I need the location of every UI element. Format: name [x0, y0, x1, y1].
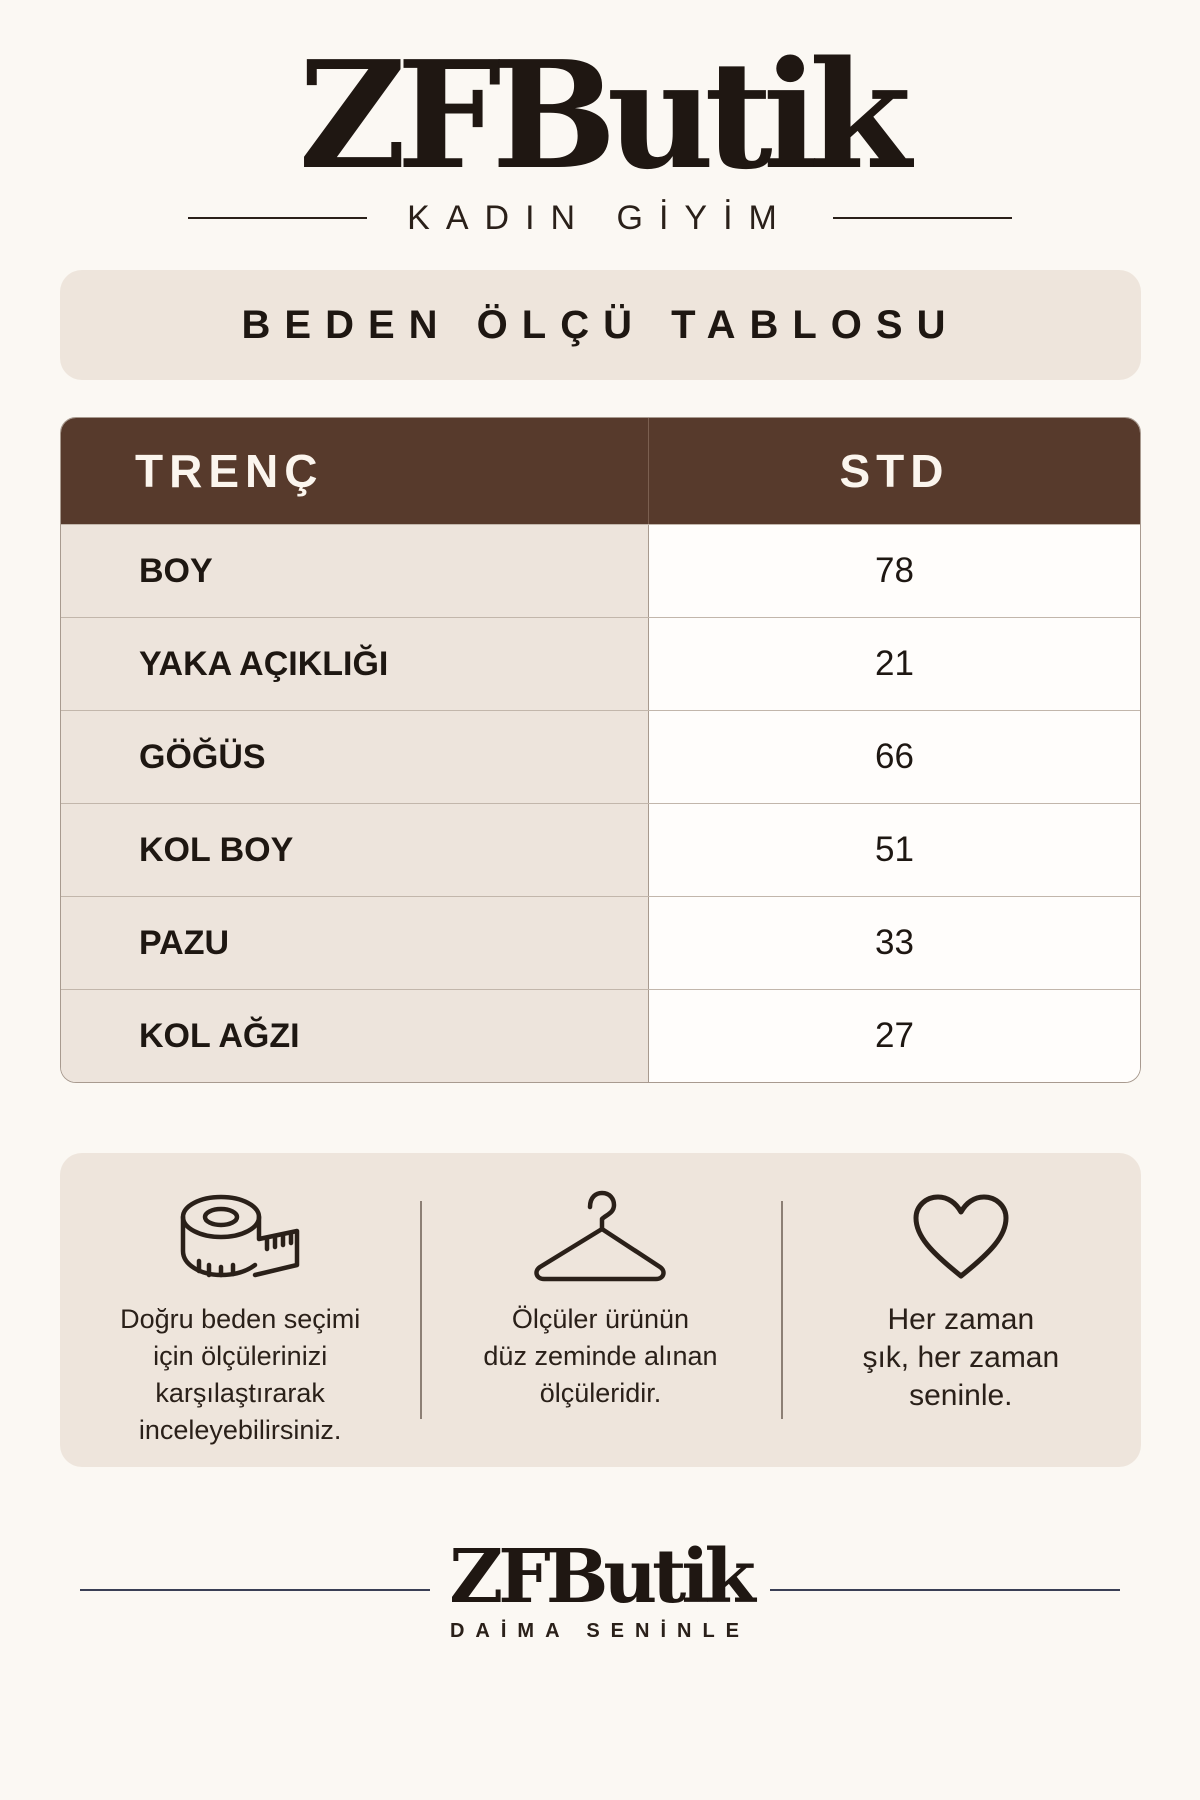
table-row	[61, 524, 1140, 617]
measurement-value: 27	[649, 990, 1140, 1082]
footer-tagline: DAİMA SENİNLE	[449, 1619, 751, 1642]
measuring-tape-icon	[175, 1187, 305, 1287]
size-chart-title: BEDEN ÖLÇÜ TABLOSU	[241, 302, 960, 347]
table-row	[61, 989, 1140, 1082]
info-item-hanger	[420, 1153, 780, 1467]
measurement-value: 21	[649, 618, 1140, 710]
measurement-label: BOY	[61, 525, 649, 617]
measurement-label: KOL AĞZI	[61, 990, 649, 1082]
brand-tagline: KADIN GİYİM	[407, 198, 793, 237]
table-header-product: TRENÇ	[61, 418, 649, 524]
footer-divider-left	[80, 1589, 430, 1591]
measurement-value: 66	[649, 711, 1140, 803]
size-table	[60, 417, 1141, 1083]
table-header	[61, 418, 1140, 524]
measurement-value: 78	[649, 525, 1140, 617]
table-row	[61, 896, 1140, 989]
info-text: Doğru beden seçimi için ölçülerinizi karşılaştırarak inceleyebilirsiniz.	[120, 1304, 361, 1445]
measurement-label: PAZU	[61, 897, 649, 989]
table-row	[61, 803, 1140, 896]
measurement-label: KOL BOY	[61, 804, 649, 896]
table-row	[61, 710, 1140, 803]
heart-icon	[911, 1187, 1011, 1287]
divider-line-right	[833, 217, 1012, 219]
hanger-icon	[530, 1187, 670, 1287]
brand-logo: ZFButik	[298, 28, 902, 202]
table-row	[61, 617, 1140, 710]
info-panel	[60, 1153, 1141, 1467]
footer-divider-right	[770, 1589, 1120, 1591]
footer-brand	[430, 1533, 770, 1643]
measurement-value: 51	[649, 804, 1140, 896]
footer	[80, 1533, 1120, 1642]
measurement-label: GÖĞÜS	[61, 711, 649, 803]
table-header-size: STD	[839, 445, 950, 497]
info-text: Her zaman şık, her zaman seninle.	[862, 1303, 1060, 1412]
footer-logo: ZFButik	[449, 1533, 751, 1620]
size-chart-title-banner	[60, 270, 1141, 380]
info-item-heart	[781, 1153, 1141, 1467]
info-item-measure	[60, 1153, 420, 1467]
brand-tagline-row	[188, 196, 1012, 240]
info-text: Ölçüler ürünün düz zeminde alınan ölçüleridir.	[483, 1304, 718, 1408]
divider-line-left	[188, 217, 367, 219]
measurement-value: 33	[649, 897, 1140, 989]
measurement-label: YAKA AÇIKLIĞI	[61, 618, 649, 710]
